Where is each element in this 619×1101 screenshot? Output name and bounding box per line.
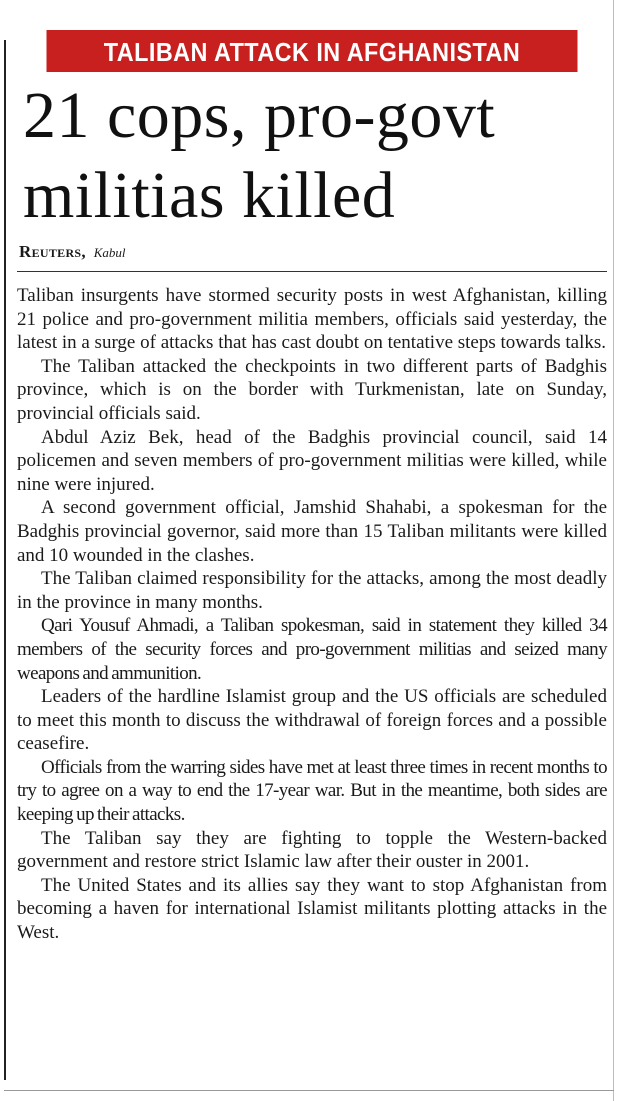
kicker-banner [17,30,607,72]
paragraph: A second government official, Jamshid Shahabi, a spokesman for the Badghis provincial governor, said more than 15 Taliban militants were killed and 10 wounded in the clashes. [17,497,607,566]
paragraph: Abdul Aziz Bek, head of the Badghis provincial council, said 14 policemen and seven members of pro-government militias were killed, while nine were injured. [17,426,607,495]
byline-divider [17,271,607,272]
byline-dateline: Kabul [93,245,126,260]
paragraph: The United States and its allies say they want to stop Afghanistan from becoming a haven for international Islamist militants plotting attacks in the West. [17,874,607,944]
paragraph: Officials from the warring sides have met at least three times in recent months to try to agree on a way to end the 17-year war. But in the meantime, both sides are keeping up their attacks. [17,756,607,826]
paragraph: Leaders of the hardline Islamist group and the US officials are scheduled to meet this month to discuss the withdrawal of foreign forces and a possible ceasefire. [17,686,607,755]
paragraph: The Taliban claimed responsibility for the attacks, among the most deadly in the province in many months. [17,568,607,613]
byline [19,242,607,263]
column-rule-right [613,0,614,1101]
headline: 21 cops, pro-govt militias killed [23,79,496,232]
paragraph: Qari Yousuf Ahmadi, a Taliban spokesman, said in statement they killed 34 members of the security forces and pro-government militias and seized many weapons and ammunition. [17,615,607,684]
paragraph: The Taliban attacked the checkpoints in two different parts of Badghis province, which is on the border with Turkmenistan, late on Sunday, provincial officials said. [17,355,607,424]
article-body [17,284,607,945]
news-article [17,30,607,945]
paragraph: Taliban insurgents have stormed security posts in west Afghanistan, killing 21 police and pro-government militia members, officials said yesterday, the latest in a surge of attacks that has cast doubt on tentative steps towards talks. [17,285,607,354]
column-rule-bottom [4,1090,614,1091]
kicker-label: TALIBAN ATTACK IN AFGHANISTAN [47,30,578,72]
column-rule-left [4,40,6,1080]
paragraph: The Taliban say they are fighting to topple the Western-backed government and restore strict Islamic law after their ouster in 2001. [17,827,607,873]
byline-agency: Reuters, [19,242,86,261]
